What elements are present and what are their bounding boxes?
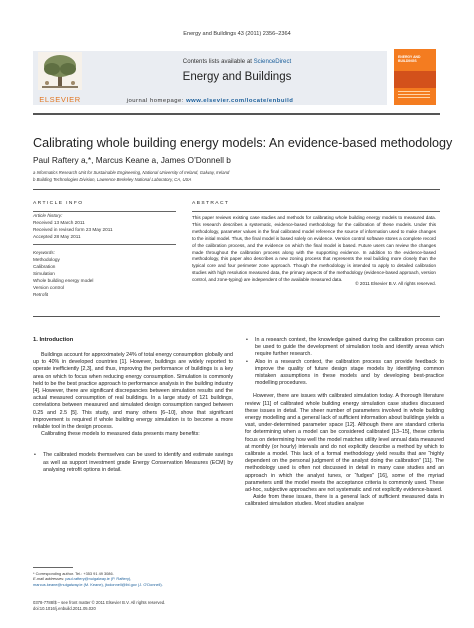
keywords-rule xyxy=(33,244,176,245)
doi-line[interactable]: doi:10.1016/j.enbuild.2011.05.020 xyxy=(33,605,96,611)
affiliation-a: a Informatics Research Unit for Sustainable Engineering, National University of Ireland, Galway, Ireland xyxy=(33,170,230,175)
article-history-label: Article history: xyxy=(33,213,63,218)
keyword-item: Version control xyxy=(33,285,65,290)
benefit-bullet: • The calibrated models themselves can be used to identify and estimate savings as well as support investment grade Energy Conservation Measures (ECM) by analysing retrofit options in detail. xyxy=(33,452,233,474)
journal-name: Energy and Buildings xyxy=(182,71,292,83)
keyword-item: Calibration xyxy=(33,264,56,269)
affiliation-b: b Building Technologies Division, Lawrence Berkeley National Laboratory, CA, USA xyxy=(33,177,192,182)
keyword-item: Whole building energy model xyxy=(33,278,94,283)
corresponding-author-footnote xyxy=(33,571,233,587)
right-body-column xyxy=(245,337,444,509)
contents-prefix: Contents lists available at xyxy=(182,58,254,65)
cover-band xyxy=(394,71,436,88)
email-links-1[interactable]: paul.raftery@nuigalway.ie (P. Raftery), xyxy=(65,576,132,582)
abstract-heading: ABSTRACT xyxy=(192,201,230,206)
intro-paragraph-1: Buildings account for approximately 24% of total energy consumption globally and up to 40% in developed countries [1]. However, buildings are widely reported to operate inefficiently [2,3], and thus, improving the performance of buildings is a key area on which to focus when reducing energy consumption. Simulation is commonly held to be the best practice approach to performance analysis in the building industry [4]. However, there are significant discrepancies between simulation results and the actual measured consumption of real buildings. In a large study of 121 buildings, correlations between measured and simulated design consumption ranged between 0.25 and 2.5 [5]. This study, and many others [6–10], show that significant improvement is required if whole building energy simulation is to become a more reliable tool in the design process. xyxy=(33,352,233,431)
research-bullet-2: • Also in a research context, the calibration process can provide feedback to improve the quality of future design stage models by identifying common mistaken assumptions in these models and by developing best-practice modelling procedures. xyxy=(245,359,444,388)
elsevier-wordmark: ELSEVIER xyxy=(39,95,81,104)
intro-paragraph-2: Calibrating these models to measured data presents many benefits: xyxy=(41,431,200,438)
history-accepted: Accepted 28 May 2011 xyxy=(33,234,81,239)
sciencedirect-link[interactable]: ScienceDirect xyxy=(253,58,292,65)
benefits-list xyxy=(33,452,233,474)
journal-homepage-link[interactable]: www.elsevier.com/locate/enbuild xyxy=(186,98,294,104)
history-revised: Received in revised form 23 May 2011 xyxy=(33,227,113,232)
cover-title: ENERGY AND BUILDINGS xyxy=(398,55,421,63)
keyword-item: Simulation xyxy=(33,271,55,276)
article-title: Calibrating whole building energy models: An evidence-based methodology xyxy=(33,136,453,150)
header-rule xyxy=(33,113,440,115)
corresponding-author-line: * Corresponding author. Tel.: +353 91 49 3086. xyxy=(33,571,114,576)
author-list: Paul Raftery a,*, Marcus Keane a, James O’Donnell b xyxy=(33,155,231,165)
issn-line: 0378-7788/$ – see front matter © 2011 Elsevier B.V. All rights reserved. xyxy=(33,600,166,605)
article-info-heading: ARTICLE INFO xyxy=(33,201,84,206)
history-received: Received 13 March 2011 xyxy=(33,220,85,225)
abstract-bottom-rule xyxy=(33,316,440,317)
email-label: E-mail addresses: xyxy=(33,576,66,582)
issues-paragraph: However, there are issues with calibrated simulation today. A thorough literature review [11] of calibrated whole building energy simulation case studies discussed these issues in detail. The sheer number of parameters involved in whole building energy modelling and a general lack of sufficient information about buildings yields a vast, under-determined parameter space [12]. Although there are standard criteria for determining when a model can be considered calibrated [13–15], these criteria focus on determining how well the model matches utility level annual data measured at monthly (or hourly) intervals and do not explicitly describe a method by which to calibrate a model. This lack of a formal methodology yield results that are “highly dependent on the personal judgment of the analyst doing the calibration” [11]. The methodology used is often not discussed in detail in many case studies and an approach in which the analyst tunes, or “fudges” [16], some of the myriad parameters until the model meets the acceptance criteria is commonly used. These ad-hoc, subjective approaches are not systematic and not explicitly evidence-based. xyxy=(245,393,444,494)
introduction-heading: 1. Introduction xyxy=(33,337,74,343)
journal-cover-thumbnail xyxy=(394,49,436,105)
email-links-2[interactable]: marcus.keane@nuigalway.ie (M. Keane), jtodonnell@lbl.gov (J. O’Donnell). xyxy=(33,581,163,587)
measured-data-paragraph: Aside from these issues, there is a general lack of sufficient measured data in calibrated simulation studies. Most studies analyse xyxy=(245,494,444,508)
research-bullet-1: • In a research context, the knowledge gained during the calibration process can be used to guide the development of simulation tools and identify areas which require further research. xyxy=(245,337,444,359)
running-head: Energy and Buildings 43 (2011) 2356–2364 xyxy=(183,31,291,37)
cover-lines xyxy=(398,91,430,92)
keyword-item: Retrofit xyxy=(33,292,49,297)
homepage-prefix: journal homepage: xyxy=(126,98,187,104)
left-body-column xyxy=(33,352,233,474)
keyword-item: Methodology xyxy=(33,257,60,262)
footnote-rule xyxy=(33,567,73,568)
title-rule xyxy=(33,189,440,190)
keywords-label: Keywords: xyxy=(33,250,55,255)
abstract-text: This paper reviews existing case studies and methods for calibrating whole building energy models to measured data. This research describes a systematic, evidence-based methodology for the calibration of these models. Under this methodology, parameter values in the final calibrated model reference the source of information used to make changes to the initial model. Thus, the final model is based solely on evidence. Version control software stores a complete record of the calibration process, and the evidence on which the final model is based. Future users can review the changes made throughout the calibration process along with the supporting evidence. In addition to the evidence-based methodology, this paper also describes a new zoning process that represents the real building more closely than the typical core and four perimeter zone approach. Though the methodology is intended to apply to detailed calibration studies with high resolution measured data, the primary aspects of the methodology (evidence-based approach, version control, and zone-typing) are independent of the available measured data. xyxy=(192,215,436,283)
abstract-rule xyxy=(192,211,440,212)
elsevier-tree-logo xyxy=(38,52,82,90)
issn-doi-block xyxy=(33,600,333,611)
research-benefits-list xyxy=(245,337,444,387)
article-info-rule xyxy=(33,211,176,212)
abstract-copyright: © 2011 Elsevier B.V. All rights reserved. xyxy=(355,281,436,286)
